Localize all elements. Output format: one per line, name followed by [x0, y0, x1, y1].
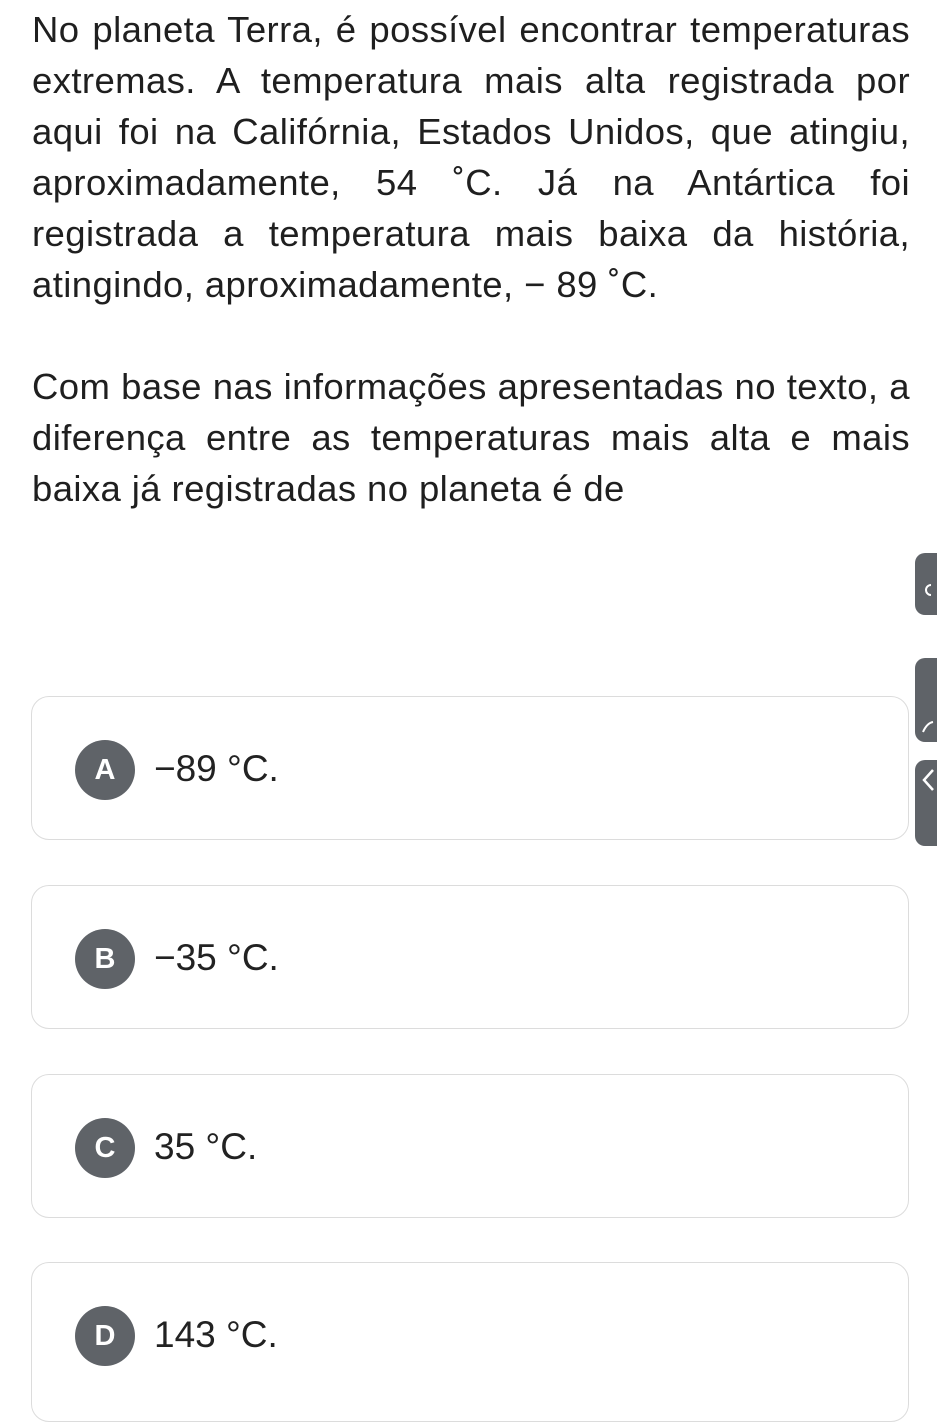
option-text: 35 °C. — [154, 1126, 258, 1167]
option-text: −35 °C. — [154, 937, 279, 978]
option-letter-badge: A — [75, 740, 135, 800]
side-tool-button[interactable] — [915, 553, 937, 615]
tool-icon — [921, 768, 935, 792]
option-a[interactable] — [31, 696, 909, 840]
option-d[interactable] — [31, 1262, 909, 1422]
tool-icon — [921, 720, 935, 734]
side-tool-button[interactable] — [915, 760, 937, 846]
option-letter-badge: C — [75, 1118, 135, 1178]
option-letter-badge: D — [75, 1306, 135, 1366]
tool-icon — [921, 583, 935, 597]
question-paragraph-context: No planeta Terra, é possível encontrar temperaturas extremas. A temperatura mais alta registrada por aqui foi na Califórnia, Estados Unidos, que atingiu, aproximadamente, 54 ˚C. Já na Antártica foi registrada a temperatura mais baixa da história, atingindo, aproximadamente, − 89 ˚C. — [32, 9, 910, 305]
option-text: −89 °C. — [154, 748, 279, 789]
option-b[interactable] — [31, 885, 909, 1029]
side-tool-button[interactable] — [915, 658, 937, 742]
option-c[interactable] — [31, 1074, 909, 1218]
option-text: 143 °C. — [154, 1314, 278, 1355]
question-paragraph-prompt: Com base nas informações apresentadas no texto, a diferença entre as temperaturas mais alta e mais baixa já registradas no planeta é de — [32, 366, 910, 509]
option-letter-badge: B — [75, 929, 135, 989]
question-text — [32, 4, 910, 514]
